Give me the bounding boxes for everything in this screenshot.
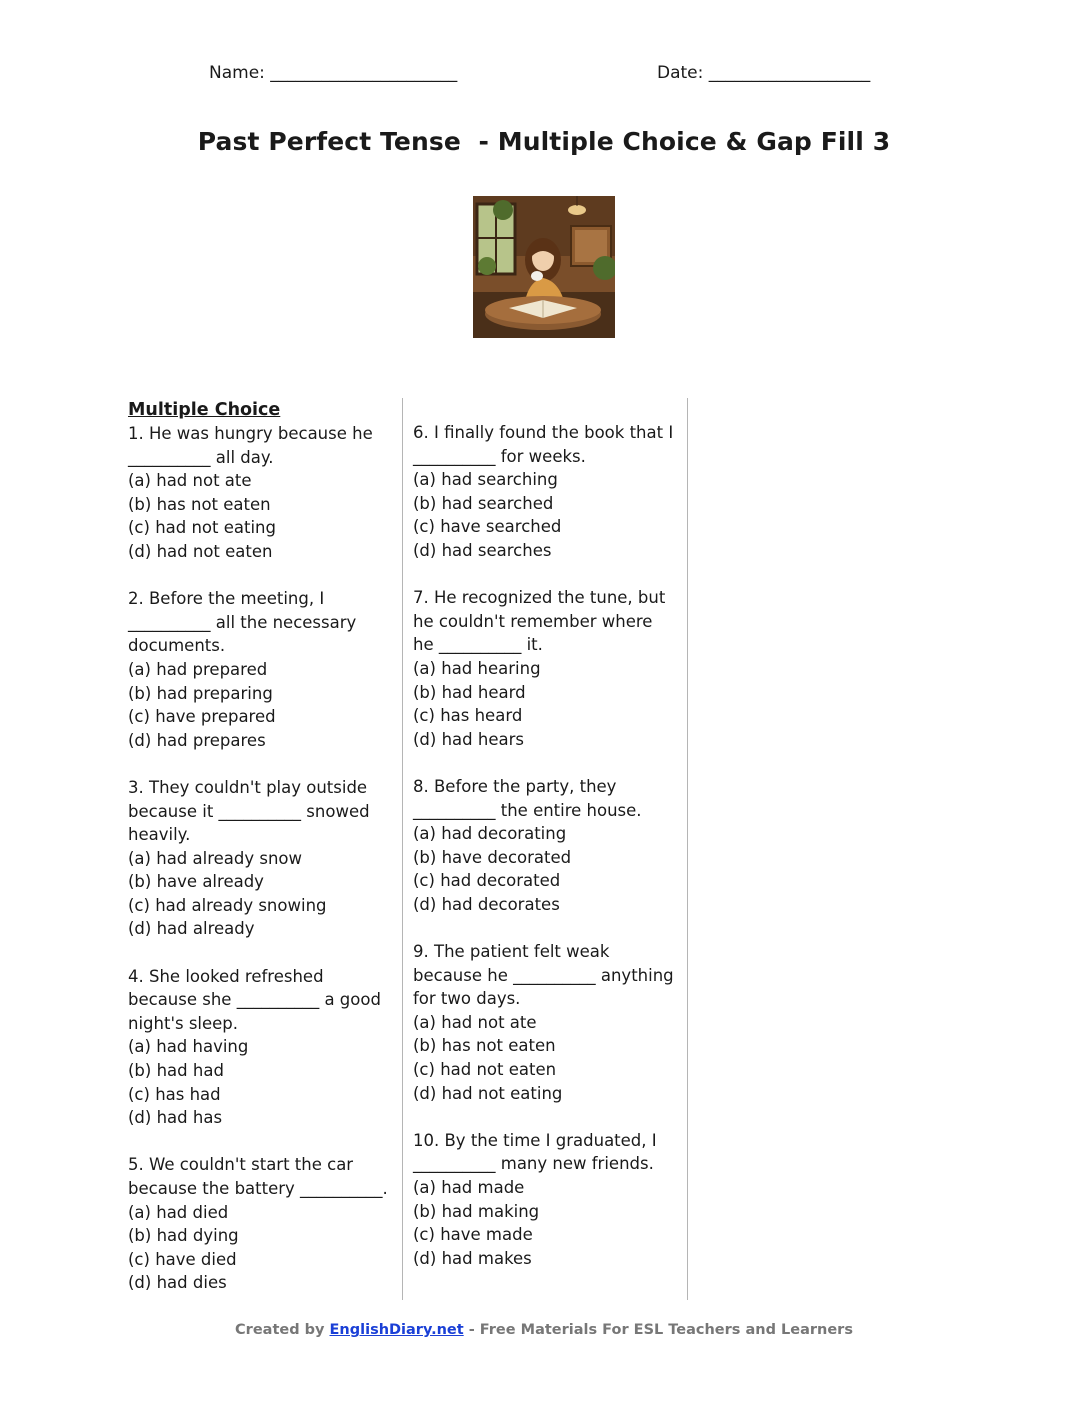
answer-option: (c) have searched xyxy=(413,517,562,537)
answer-option: (c) have died xyxy=(128,1249,237,1269)
question-text: 7. He recognized the tune, but he couldn't remember where he __________ it. xyxy=(413,588,666,655)
question-8 xyxy=(413,775,678,917)
question-text: 8. Before the party, they __________ the entire house. xyxy=(413,776,642,820)
answer-option: (c) had not eaten xyxy=(413,1060,557,1080)
answer-option: (a) had hearing xyxy=(413,658,541,678)
answer-option: (b) have already xyxy=(128,872,264,892)
answer-option: (d) had already xyxy=(128,919,255,939)
question-text: 9. The patient felt weak because he __________ anything for two days. xyxy=(413,942,674,1009)
question-text: 10. By the time I graduated, I __________ many new friends. xyxy=(413,1130,657,1174)
answer-option: (c) have prepared xyxy=(128,707,276,727)
answer-option: (d) had prepares xyxy=(128,730,266,750)
answer-option: (a) had prepared xyxy=(128,659,268,679)
answer-option: (b) had preparing xyxy=(128,683,273,703)
answer-option: (b) had had xyxy=(128,1061,224,1081)
question-text: 4. She looked refreshed because she __________ a good night's sleep. xyxy=(128,966,381,1033)
name-field-line: Name: ______________________ xyxy=(209,63,458,83)
questions-column-left xyxy=(128,398,393,1319)
question-4 xyxy=(128,965,393,1130)
question-3 xyxy=(128,776,393,941)
answer-option: (d) had hears xyxy=(413,729,524,749)
answer-option: (a) had decorating xyxy=(413,824,567,844)
question-5 xyxy=(128,1153,393,1295)
answer-option: (c) has heard xyxy=(413,706,523,726)
answer-option: (d) had searches xyxy=(413,540,552,560)
question-text: 1. He was hungry because he __________ all day. xyxy=(128,424,373,467)
answer-option: (c) has had xyxy=(128,1084,221,1104)
answer-option: (d) had decorates xyxy=(413,894,560,914)
question-text: 6. I finally found the book that I __________ for weeks. xyxy=(413,423,674,466)
question-text: 5. We couldn't start the car because the battery __________. xyxy=(128,1155,388,1198)
question-6 xyxy=(413,421,678,563)
footer-suffix: - Free Materials For ESL Teachers and Learners xyxy=(463,1322,853,1338)
answer-option: (d) had has xyxy=(128,1108,223,1128)
date-field-line: Date: ___________________ xyxy=(657,63,871,83)
answer-option: (b) had searched xyxy=(413,493,554,513)
section-heading: Multiple Choice xyxy=(128,400,281,420)
answer-option: (d) had not eaten xyxy=(128,541,273,561)
answer-option: (b) had heard xyxy=(413,682,526,702)
question-text: 3. They couldn't play outside because it __________ snowed heavily. xyxy=(128,777,370,845)
question-9 xyxy=(413,940,678,1105)
answer-option: (a) had already snow xyxy=(128,848,303,868)
answer-option: (a) had having xyxy=(128,1037,249,1057)
englishdiary-link[interactable]: EnglishDiary.net xyxy=(329,1322,464,1338)
question-1 xyxy=(128,422,393,564)
questions-column-right xyxy=(413,421,678,1294)
answer-option: (c) had decorated xyxy=(413,871,561,891)
answer-option: (b) has not eaten xyxy=(413,1036,556,1056)
answer-option: (b) has not eaten xyxy=(128,494,271,514)
answer-option: (d) had dies xyxy=(128,1273,227,1293)
answer-option: (d) had makes xyxy=(413,1248,532,1268)
answer-option: (a) had not ate xyxy=(413,1012,537,1032)
answer-option: (a) had not ate xyxy=(128,471,252,491)
answer-option: (d) had not eating xyxy=(413,1083,563,1103)
answer-option: (b) had making xyxy=(413,1201,540,1221)
answer-option: (b) had dying xyxy=(128,1226,239,1246)
answer-option: (c) had already snowing xyxy=(128,895,327,915)
column-divider-right xyxy=(687,398,688,1300)
answer-option: (a) had searching xyxy=(413,470,558,490)
answer-option: (b) have decorated xyxy=(413,847,572,867)
column-divider-left xyxy=(402,398,403,1300)
answer-option: (a) had died xyxy=(128,1202,229,1222)
answer-option: (c) have made xyxy=(413,1225,533,1245)
question-10 xyxy=(413,1129,678,1271)
footer-prefix: Created by xyxy=(235,1322,330,1338)
question-7 xyxy=(413,586,678,751)
answer-option: (c) had not eating xyxy=(128,518,276,538)
answer-option: (a) had made xyxy=(413,1178,525,1197)
question-text: 2. Before the meeting, I __________ all the necessary documents. xyxy=(128,589,357,656)
question-2 xyxy=(128,587,393,752)
footer-credit xyxy=(0,1322,1088,1338)
cafe-reading-illustration xyxy=(473,196,615,338)
worksheet-title: Past Perfect Tense - Multiple Choice & Gap Fill 3 xyxy=(197,127,891,156)
